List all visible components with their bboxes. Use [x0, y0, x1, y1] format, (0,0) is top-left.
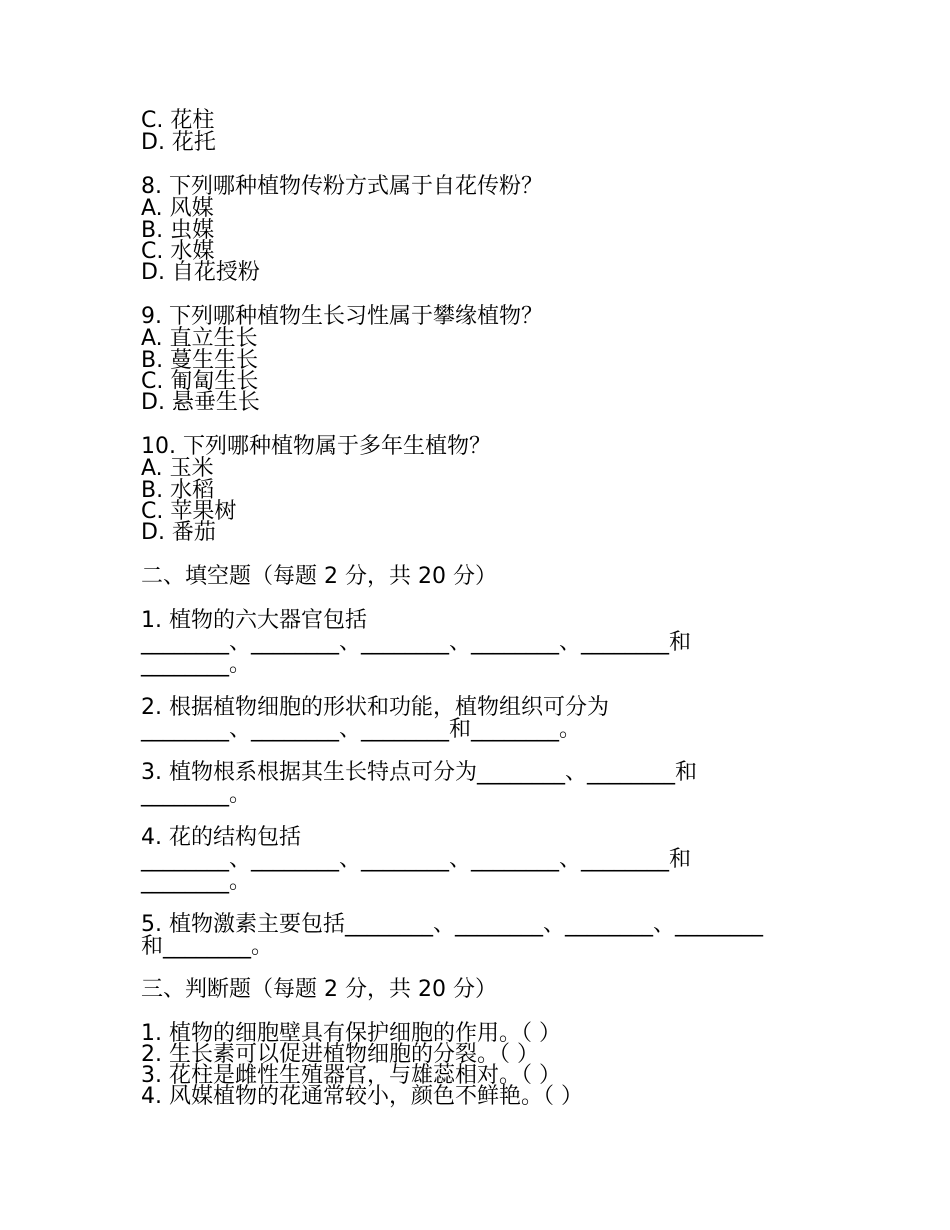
fill-q1-line3: ________。 [141, 652, 252, 677]
fill-q3-line2: ________。 [141, 782, 252, 807]
q9-option-d: D. 悬垂生长 [141, 390, 260, 415]
judge-q2: 2. 生长素可以促进植物细胞的分裂。（ ） [141, 1042, 539, 1067]
fill-q1-line1: 1. 植物的六大器官包括 [141, 608, 367, 633]
fill-q5-line1: 5. 植物激素主要包括________、________、________、________ [141, 912, 763, 937]
fill-q2-line2: ________、________、________和________。 [141, 717, 582, 742]
q10-option-c: C. 苹果树 [141, 499, 237, 524]
q9-option-b: B. 蔓生生长 [141, 348, 259, 373]
q8-stem: 8. 下列哪种植物传粉方式属于自花传粉？ [141, 174, 543, 199]
q8-option-a: A. 风媒 [141, 196, 214, 221]
fill-q4-line2: ________、________、________、________、________和 [141, 847, 692, 872]
q8-option-d: D. 自花授粉 [141, 260, 260, 285]
fill-q4-line3: ________。 [141, 869, 252, 894]
judge-q4: 4. 风媒植物的花通常较小，颜色不鲜艳。（ ） [141, 1084, 583, 1109]
q10-stem: 10. 下列哪种植物属于多年生植物？ [141, 434, 491, 459]
q7-option-d: D. 花托 [141, 130, 216, 155]
judge-q1: 1. 植物的细胞壁具有保护细胞的作用。（ ） [141, 1021, 561, 1046]
fill-q3-line1: 3. 植物根系根据其生长特点可分为________、________和 [141, 760, 697, 785]
fill-q1-line2: ________、________、________、________、________和 [141, 630, 692, 655]
q9-option-a: A. 直立生长 [141, 326, 258, 351]
fill-q2-line1: 2. 根据植物细胞的形状和功能，植物组织可分为 [141, 695, 609, 720]
q7-option-c: C. 花柱 [141, 108, 215, 133]
section3-heading: 三、判断题（每题 2 分，共 20 分） [141, 977, 497, 1002]
q10-option-b: B. 水稻 [141, 478, 215, 503]
q10-option-a: A. 玉米 [141, 456, 214, 481]
q9-option-c: C. 匍匐生长 [141, 369, 259, 394]
q9-stem: 9. 下列哪种植物生长习性属于攀缘植物？ [141, 304, 543, 329]
q8-option-b: B. 虫媒 [141, 218, 215, 243]
judge-q3: 3. 花柱是雌性生殖器官，与雄蕊相对。（ ） [141, 1063, 561, 1088]
section2-heading: 二、填空题（每题 2 分，共 20 分） [141, 564, 497, 589]
fill-q5-line2: 和________。 [141, 934, 274, 959]
q8-option-c: C. 水媒 [141, 239, 215, 264]
q10-option-d: D. 番茄 [141, 520, 216, 545]
fill-q4-line1: 4. 花的结构包括 [141, 825, 301, 850]
